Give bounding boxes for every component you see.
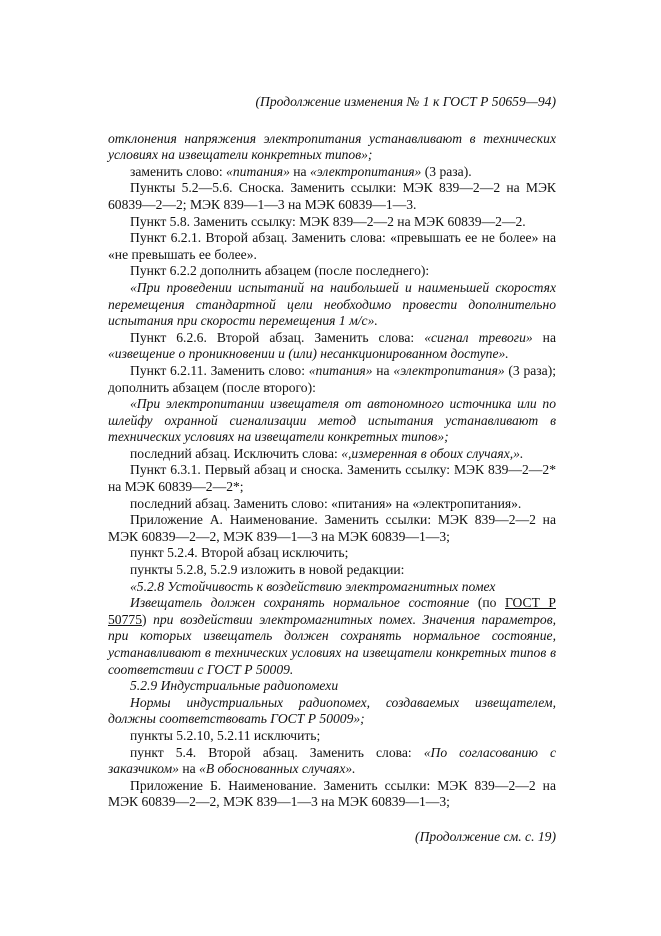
paragraph: пункты 5.2.8, 5.2.9 изложить в новой редакции: <box>130 562 405 578</box>
paragraph: Пункт 5.8. Заменить ссылку: МЭК 839—2—2 на МЭК 60839—2—2. <box>130 213 526 229</box>
paragraph: «5.2.8 Устойчивость к воздействию электромагнитных помех <box>130 578 496 594</box>
paragraph: Пункты 5.2—5.6. Сноска. Заменить ссылки: МЭК 839—2—2 на МЭК 60839—2—2; МЭК 839—1—3 на МЭК 60839—1—3. <box>108 180 556 212</box>
paragraph: Нормы индустриальных радиопомех, создаваемых извещателем, должны соответствовать ГОСТ Р 50009»; <box>108 694 556 727</box>
paragraph: пункт 5.4. Второй абзац. Заменить слова: «По согласованию с заказчиком» на «В обоснованных случаях». <box>108 744 556 777</box>
paragraph: Пункт 6.2.1. Второй абзац. Заменить слова: «превышать ее не более» на «не превышать ее более». <box>108 230 556 262</box>
paragraph: Пункт 6.2.6. Второй абзац. Заменить слова: «сигнал тревоги» на «извещение о проникновении и (или) несанкционированном доступе». <box>108 329 556 362</box>
standard-reference-link[interactable]: ГОСТ Р 50775 <box>108 595 556 627</box>
paragraph: Приложение Б. Наименование. Заменить ссылки: МЭК 839—2—2 на МЭК 60839—2—2, МЭК 839—1—3 на МЭК 60839—1—3; <box>108 777 556 810</box>
paragraph: заменить слово: «питания» на «электропитания» (3 раза). <box>130 163 472 179</box>
paragraph: последний абзац. Заменить слово: «питания» на «электропитания». <box>130 495 522 511</box>
paragraph: последний абзац. Исключить слова: «,измеренная в обоих случаях,». <box>130 445 524 461</box>
document-page <box>108 94 556 846</box>
paragraph: «При электропитании извещателя от автономного источника или по шлейфу охранной сигнализации метод испытания устанавливают в технических условиях на извещатели конкретных типов»; <box>108 396 556 445</box>
page-footer: (Продолжение см. с. 19) <box>415 828 556 844</box>
paragraph: пункт 5.2.4. Второй абзац исключить; <box>130 545 349 561</box>
paragraph: «При проведении испытаний на наибольшей и наименьшей скоростях перемещения стандартной цели необходимо провести дополнительно испытания при скорости перемещения 1 м/с». <box>108 279 556 329</box>
paragraph: Пункт 6.2.11. Заменить слово: «питания» на «электропитания» (3 раза); дополнить абзацем (после второго): <box>108 362 556 395</box>
paragraph: Пункт 6.3.1. Первый абзац и сноска. Заменить ссылку: МЭК 839—2—2* на МЭК 60839—2—2*; <box>108 462 556 495</box>
paragraph: Пункт 6.2.2 дополнить абзацем (после последнего): <box>130 263 430 279</box>
paragraph: Извещатель должен сохранять нормальное состояние (по ГОСТ Р 50775) при воздействии электромагнитных помех. Значения параметров, при которых извещатель должен сохранять нормальное состояние, устанавливают в технических условиях на извещатели конкретных типов в соответствии с ГОСТ Р 50009. <box>108 595 556 677</box>
page-header: (Продолжение изменения № 1 к ГОСТ Р 50659—94) <box>255 94 556 109</box>
paragraph: Приложение А. Наименование. Заменить ссылки: МЭК 839—2—2 на МЭК 60839—2—2, МЭК 839—1—3 на МЭК 60839—1—3; <box>108 512 556 544</box>
document-body <box>108 131 556 811</box>
paragraph: 5.2.9 Индустриальные радиопомехи <box>130 678 339 694</box>
paragraph: пункты 5.2.10, 5.2.11 исключить; <box>130 727 321 743</box>
paragraph: отклонения напряжения электропитания устанавливают в технических условиях на извещатели конкретных типов»; <box>108 130 556 163</box>
